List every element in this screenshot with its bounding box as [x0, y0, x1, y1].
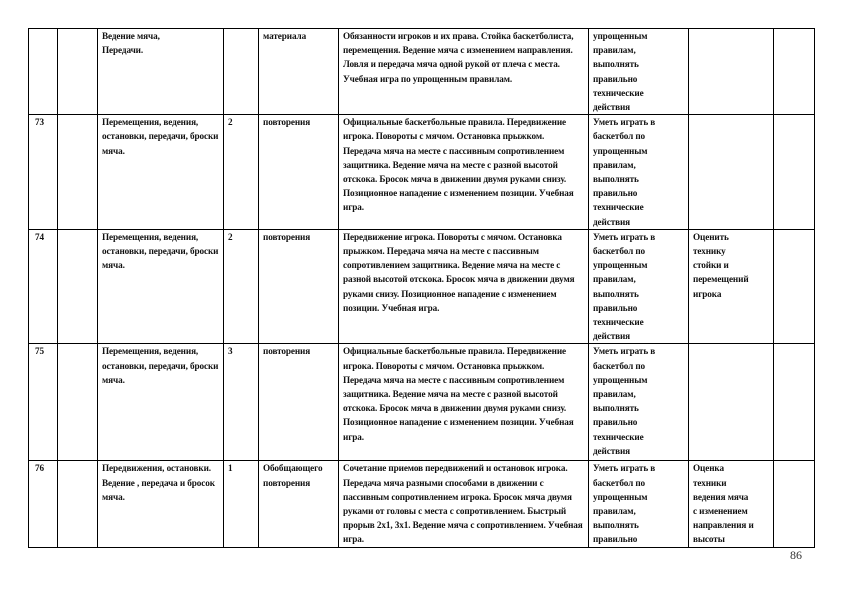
blank-cell	[58, 229, 98, 344]
blank-cell	[58, 344, 98, 461]
lesson-topic: Перемещения, ведения, остановки, передачи, броски мяча.	[98, 344, 224, 461]
blank-cell	[58, 29, 98, 115]
hours-count: 1	[224, 461, 259, 547]
lesson-topic: Перемещения, ведения, остановки, передачи, броски мяча.	[98, 115, 224, 230]
extra-cell	[774, 29, 815, 115]
table-row	[29, 115, 815, 230]
row-number: 73	[29, 115, 58, 230]
lesson-content: Официальные баскетбольные правила. Передвижение игрока. Повороты с мячом. Остановка прыжком. Передача мяча на месте с пассивным сопротивлением защитника. Ведение мяча на месте с разной высотой отскока. Бросок мяча в движении двумя руками снизу. Позиционное нападение с изменением позиции. Учебная игра.	[339, 115, 589, 230]
table-row	[29, 461, 815, 547]
blank-cell	[58, 461, 98, 547]
table-row	[29, 229, 815, 344]
lesson-content: Сочетание приемов передвижений и остановок игрока. Передача мяча разными способами в движении с пассивным сопротивлением игрока. Бросок мяча двумя руками от головы с места с сопротивлением. Быстрый прорыв 2х1, 3х1. Ведение мяча с сопротивлением. Учебная игра.	[339, 461, 589, 547]
row-number	[29, 29, 58, 115]
control-type: Оценка техники ведения мяча с изменением направления и высоты	[689, 461, 774, 547]
extra-cell	[774, 461, 815, 547]
lesson-topic: Передвижения, остановки. Ведение , передача и бросок мяча.	[98, 461, 224, 547]
table-row	[29, 29, 815, 115]
lesson-plan-table	[28, 28, 815, 548]
hours-count	[224, 29, 259, 115]
control-type	[689, 344, 774, 461]
page-number: 86	[790, 548, 802, 562]
extra-cell	[774, 115, 815, 230]
hours-count: 3	[224, 344, 259, 461]
lesson-type: повторения	[259, 115, 339, 230]
requirements: Уметь играть в баскетбол по упрощенным правилам, выполнять правильно технические действия	[589, 344, 689, 461]
control-type	[689, 29, 774, 115]
hours-count: 2	[224, 115, 259, 230]
lesson-topic: Перемещения, ведения, остановки, передачи, броски мяча.	[98, 229, 224, 344]
requirements: Уметь играть в баскетбол по упрощенным правилам, выполнять правильно технические действия	[589, 229, 689, 344]
blank-cell	[58, 115, 98, 230]
row-number: 74	[29, 229, 58, 344]
control-type: Оценить технику стойки и перемещений игрока	[689, 229, 774, 344]
requirements: упрощенным правилам, выполнять правильно технические действия	[589, 29, 689, 115]
requirements: Уметь играть в баскетбол по упрощенным правилам, выполнять правильно	[589, 461, 689, 547]
row-number: 75	[29, 344, 58, 461]
extra-cell	[774, 229, 815, 344]
control-type	[689, 115, 774, 230]
lesson-type: повторения	[259, 229, 339, 344]
lesson-content: Официальные баскетбольные правила. Передвижение игрока. Повороты с мячом. Остановка прыжком. Передача мяча на месте с пассивным сопротивлением защитника. Ведение мяча на месте с разной высотой отскока. Бросок мяча в движении двумя руками снизу. Позиционное нападение с изменением позиции. Учебная игра.	[339, 344, 589, 461]
requirements: Уметь играть в баскетбол по упрощенным правилам, выполнять правильно технические действия	[589, 115, 689, 230]
row-number: 76	[29, 461, 58, 547]
lesson-content: Передвижение игрока. Повороты с мячом. Остановка прыжком. Передача мяча на месте с пассивным сопротивлением защитника. Ведение мяча на месте с разной высотой отскока. Бросок мяча в движении двумя руками снизу. Позиционное нападение с изменением позиции. Учебная игра.	[339, 229, 589, 344]
lesson-type: Обобщающего повторения	[259, 461, 339, 547]
lesson-content: Обязанности игроков и их права. Стойка баскетболиста, перемещения. Ведение мяча с изменением направления. Ловля и передача мяча одной рукой от плеча с места. Учебная игра по упрощенным правилам.	[339, 29, 589, 115]
lesson-type: материала	[259, 29, 339, 115]
lesson-topic: Ведение мяча, Передачи.	[98, 29, 224, 115]
table-row	[29, 344, 815, 461]
hours-count: 2	[224, 229, 259, 344]
extra-cell	[774, 344, 815, 461]
lesson-type: повторения	[259, 344, 339, 461]
